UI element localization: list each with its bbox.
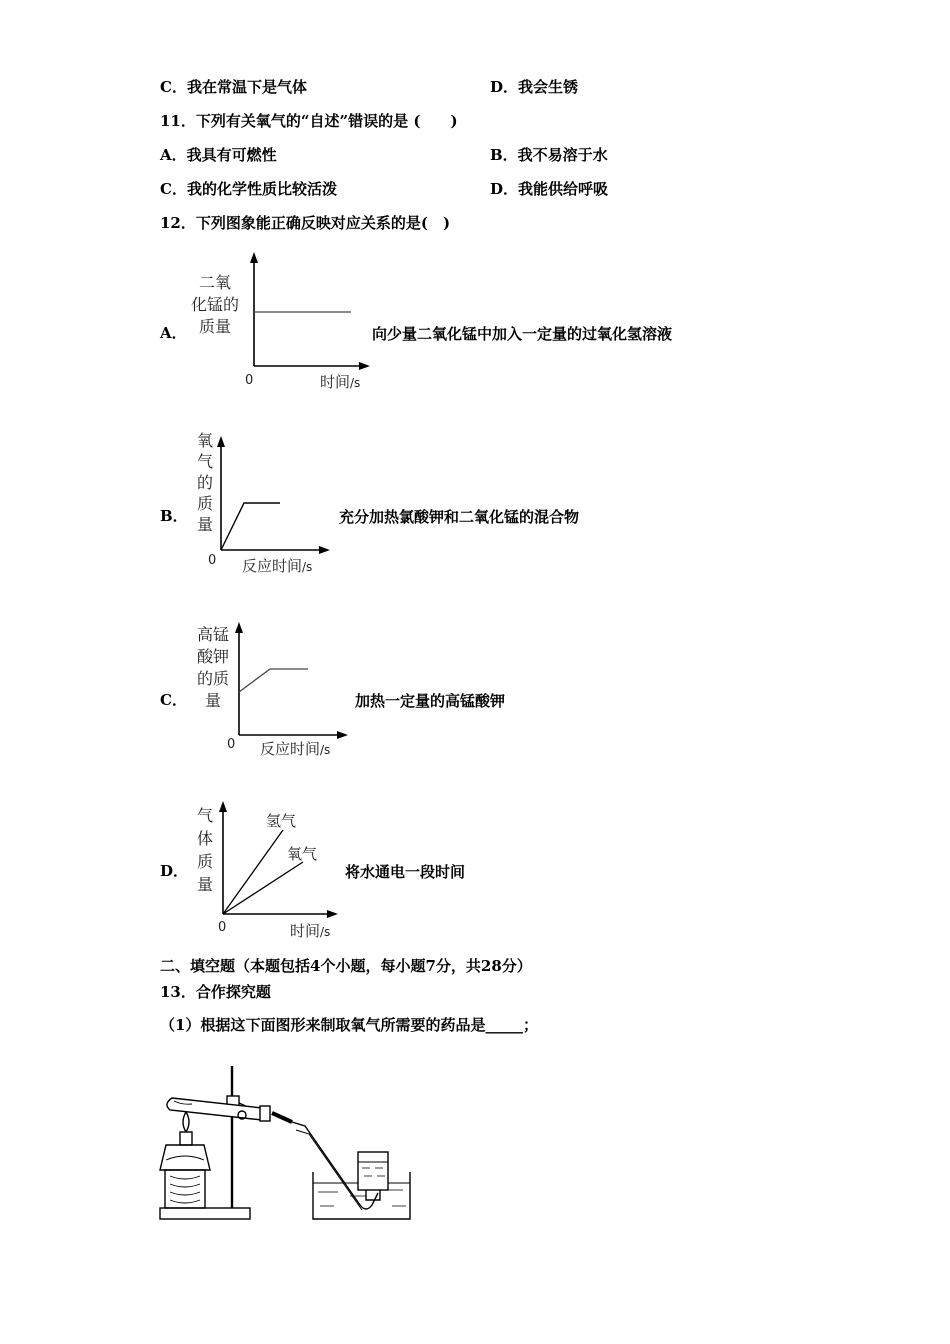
tube-stopper <box>260 1106 270 1121</box>
ylabel-line: 体 <box>196 829 213 848</box>
xlabel-text: 反应时间 <box>260 740 321 758</box>
xlabel-unit: /s <box>320 925 331 939</box>
xlabel-unit: /s <box>320 743 331 757</box>
lamp-liquid <box>166 1156 204 1160</box>
section2-heading: 二、填空题（本题包括4个小题，每小题7分，共28分） <box>160 957 532 975</box>
q12-a-description: 向少量二氧化锰中加入一定量的过氧化氢溶液 <box>372 325 673 343</box>
q12-c-description: 加热一定量的高锰酸钾 <box>355 692 506 710</box>
ylabel-line: 量 <box>204 691 221 710</box>
q12-b-origin: 0 <box>208 553 217 568</box>
xlabel-text: 时间 <box>320 373 351 391</box>
ylabel-line: 氧 <box>196 431 213 450</box>
alcohol-lamp <box>160 1145 210 1170</box>
q10-option-c: C．我在常温下是气体 <box>160 78 307 96</box>
wood-grain <box>170 1176 200 1203</box>
ylabel-line: 质量 <box>198 317 231 336</box>
q12-d-origin: 0 <box>218 920 227 935</box>
xlabel-text: 反应时间 <box>242 557 303 575</box>
ylabel-line: 量 <box>196 515 213 534</box>
q10-option-d: D．我会生锈 <box>490 78 579 96</box>
q12-b-label: B． <box>160 507 188 525</box>
q13-stem: 13．合作探究题 <box>160 983 271 1001</box>
q12-stem: 12．下列图象能正确反映对应关系的是( ) <box>160 214 451 232</box>
q12-b-description: 充分加热氯酸钾和二氧化锰的混合物 <box>339 508 580 526</box>
q11-option-c: C．我的化学性质比较活泼 <box>160 180 337 198</box>
stand-base <box>160 1208 250 1219</box>
ylabel-line: 的质 <box>196 669 229 688</box>
q12-c-origin: 0 <box>227 737 236 752</box>
ylabel-line: 二氧 <box>198 273 231 292</box>
ylabel-line: 化锰的 <box>190 295 239 314</box>
ylabel-line: 高锰 <box>196 625 229 644</box>
lamp-flame <box>183 1112 189 1132</box>
q12-a-origin: 0 <box>245 373 254 388</box>
q12-d-oxygen-label: 氧气 <box>287 845 318 863</box>
ylabel-line: 的 <box>196 473 213 492</box>
wooden-block <box>165 1170 205 1208</box>
rubber-tube <box>272 1113 292 1122</box>
q11-stem: 11．下列有关氧气的“自述”错误的是 ( ) <box>160 112 458 130</box>
q12-d-label: D． <box>160 862 189 880</box>
q12-d-hydrogen-label: 氢气 <box>266 812 297 830</box>
ylabel-line: 气 <box>196 806 213 825</box>
q12-c-label: C． <box>160 691 187 709</box>
lamp-neck <box>180 1132 192 1145</box>
q13-subquestion-1: （1）根据这下面图形来制取氧气所需要的药品是_____； <box>160 1016 538 1034</box>
xlabel-unit: /s <box>350 376 361 390</box>
bottle-support <box>366 1190 380 1200</box>
q11-option-b: B．我不易溶于水 <box>490 146 608 164</box>
q11-option-a: A．我具有可燃性 <box>160 146 277 164</box>
ylabel-line: 质 <box>196 852 213 871</box>
q12-a-label: A． <box>160 324 187 342</box>
ylabel-line: 量 <box>196 875 213 894</box>
water-ripples <box>318 1190 406 1206</box>
ylabel-line: 酸钾 <box>196 647 229 666</box>
q12-d-description: 将水通电一段时间 <box>345 863 466 881</box>
xlabel-text: 时间 <box>290 922 321 940</box>
q11-option-d: D．我能供给呼吸 <box>490 180 609 198</box>
delivery-tube-inner <box>296 1130 362 1210</box>
ylabel-line: 气 <box>196 452 213 471</box>
ylabel-line: 质 <box>196 494 213 513</box>
test-tube <box>167 1098 262 1120</box>
xlabel-unit: /s <box>302 560 313 574</box>
gas-collecting-bottle <box>358 1152 388 1190</box>
